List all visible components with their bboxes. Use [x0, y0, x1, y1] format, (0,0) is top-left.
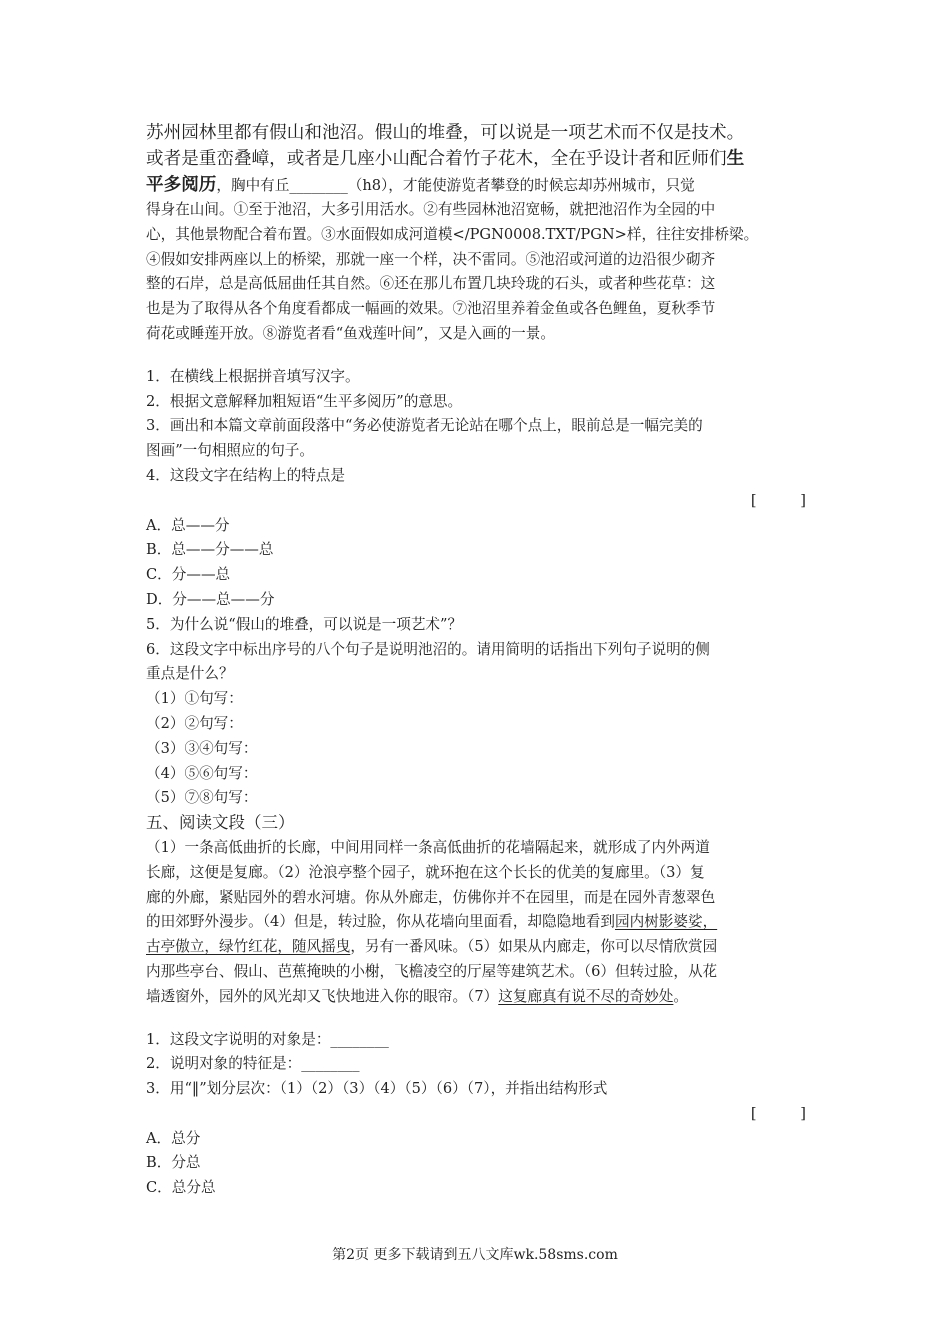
- passage3-line-7: [146, 985, 814, 1010]
- sub-question-2: （2）②句写：: [146, 714, 243, 732]
- question-3-line-1: 3．画出和本篇文章前面段落中“务必使游览者无论站在哪个点上，眼前总是一幅完美的: [146, 417, 703, 435]
- answer-bracket: [ ]: [750, 491, 806, 509]
- passage2-line-2-text: 或者是重峦叠嶂，或者是几座小山配合着竹子花木，全在乎设计者和匠师们: [146, 149, 727, 169]
- spacer: [146, 1010, 814, 1028]
- option-b: B．总——分——总: [146, 541, 274, 559]
- question-5: 5．为什么说“假山的堆叠，可以说是一项艺术”？: [146, 615, 463, 633]
- passage2-line-4: 得身在山间。①至于池沼，大多引用活水。②有些园林池沼宽畅，就把池沼作为全园的中: [146, 201, 716, 218]
- question-6-line-2: 重点是什么？: [146, 665, 234, 683]
- sub-question-3: （3）③④句写：: [146, 739, 258, 757]
- q3-question-3: 3．用“‖”划分层次：（1）（2）（3）（4）（5）（6）（7），并指出结构形式: [146, 1080, 608, 1098]
- option-a: A．总——分: [146, 516, 230, 534]
- document-body: [146, 120, 814, 1201]
- option-d: D．分——总——分: [146, 590, 275, 608]
- underlined-phrase-3: 这复廊真有说不尽的奇妙处: [498, 987, 674, 1005]
- spacer: [146, 347, 814, 365]
- q3-option-c: C．总分总: [146, 1179, 216, 1197]
- option-c: C．分——总: [146, 566, 231, 584]
- q3-option-a: A．总分: [146, 1129, 201, 1147]
- passage2-line-7: 整的石岸，总是高低屈曲任其自然。⑥还在那儿布置几块玲珑的石头，或者种些花草：这: [146, 275, 716, 293]
- passage3-line-1: （1）一条高低曲折的长廊，中间用同样一条高低曲折的花墙隔起来，就形成了内外两道: [146, 838, 710, 856]
- page-footer: 第2页 更多下载请到五八文库wk.58sms.com: [332, 1247, 618, 1263]
- answer-bracket: [ ]: [750, 1104, 806, 1122]
- underlined-phrase-1: 园内树影婆娑，: [615, 913, 718, 931]
- passage2-line-9: 荷花或睡莲开放。⑧游览者看“鱼戏莲叶间”，又是入画的一景。: [146, 324, 555, 342]
- passage2-line-6: ④假如安排两座以上的桥梁，那就一座一个样，决不雷同。⑤池沼或河道的边沿很少砌齐: [146, 250, 716, 268]
- bold-phrase-part2: 平多阅历: [146, 174, 217, 195]
- passage2-line-5: 心，其他景物配合着布置。③水面假如成河道模</PGN0008.TXT/PGN>样，往往安排桥梁。: [146, 225, 759, 243]
- passage3-line-7-end: 。: [673, 987, 688, 1005]
- passage2-line-3-text: ，胸中有丘________（h8），才能使游览者攀登的时候忘却苏州城市，只觉: [216, 177, 695, 194]
- passage2-line-3: [146, 172, 814, 198]
- passage3-line-5-text: ，另有一番风味。（5）如果从内廊走，你可以尽情欣赏园: [350, 938, 718, 956]
- sub-question-4: （4）⑤⑥句写：: [146, 764, 258, 782]
- question-6-line-1: 6．这段文字中标出序号的八个句子是说明池沼的。请用简明的话指出下列句子说明的侧: [146, 640, 710, 658]
- question-1: 1．在横线上根据拼音填写汉字。: [146, 367, 360, 385]
- passage3-line-4-text: 的田郊野外漫步。（4）但是，转过脸，你从花墙向里面看，却隐隐地看到: [146, 913, 615, 931]
- section-title: 五、阅读文段（三）: [146, 813, 295, 833]
- question-4: 4．这段文字在结构上的特点是: [146, 466, 346, 484]
- q3-option-b: B．分总: [146, 1154, 201, 1172]
- passage2-line-2: [146, 146, 814, 172]
- passage3-line-3: 廊的外廊，紧贴园外的碧水河塘。你从外廊走，仿佛你并不在园里，而是在园外青葱翠色: [146, 888, 716, 906]
- passage3-line-6: 内那些亭台、假山、芭蕉掩映的小榭，飞檐凌空的厅屋等建筑艺术。（6）但转过脸，从花: [146, 962, 718, 980]
- underlined-phrase-2: 古亭傲立，绿竹红花，随风摇曳: [146, 938, 351, 956]
- passage2-line-8: 也是为了取得从各个角度看都成一幅画的效果。⑦池沼里养着金鱼或各色鲤鱼，夏秋季节: [146, 300, 716, 318]
- sub-question-1: （1）①句写：: [146, 690, 243, 708]
- question-2: 2．根据文意解释加粗短语“生平多阅历”的意思。: [146, 392, 463, 410]
- q3-question-2: 2．说明对象的特征是：________: [146, 1055, 360, 1073]
- question-3-line-2: 图画”一句相照应的句子。: [146, 442, 314, 460]
- passage2-line-1: 苏州园林里都有假山和池沼。假山的堆叠，可以说是一项艺术而不仅是技术。: [146, 123, 745, 143]
- bold-phrase-part1: 生: [726, 148, 745, 169]
- passage3-line-4: [146, 910, 814, 935]
- sub-question-5: （5）⑦⑧句写：: [146, 789, 258, 807]
- q3-question-1: 1．这段文字说明的对象是：________: [146, 1030, 389, 1048]
- passage3-line-5: [146, 935, 814, 960]
- passage3-line-7-text: 墙透窗外，园外的风光却又飞快地进入你的眼帘。（7）: [146, 987, 499, 1005]
- passage3-line-2: 长廊，这便是复廊。（2）沧浪亭整个园子，就环抱在这个长长的优美的复廊里。（3）复: [146, 863, 705, 881]
